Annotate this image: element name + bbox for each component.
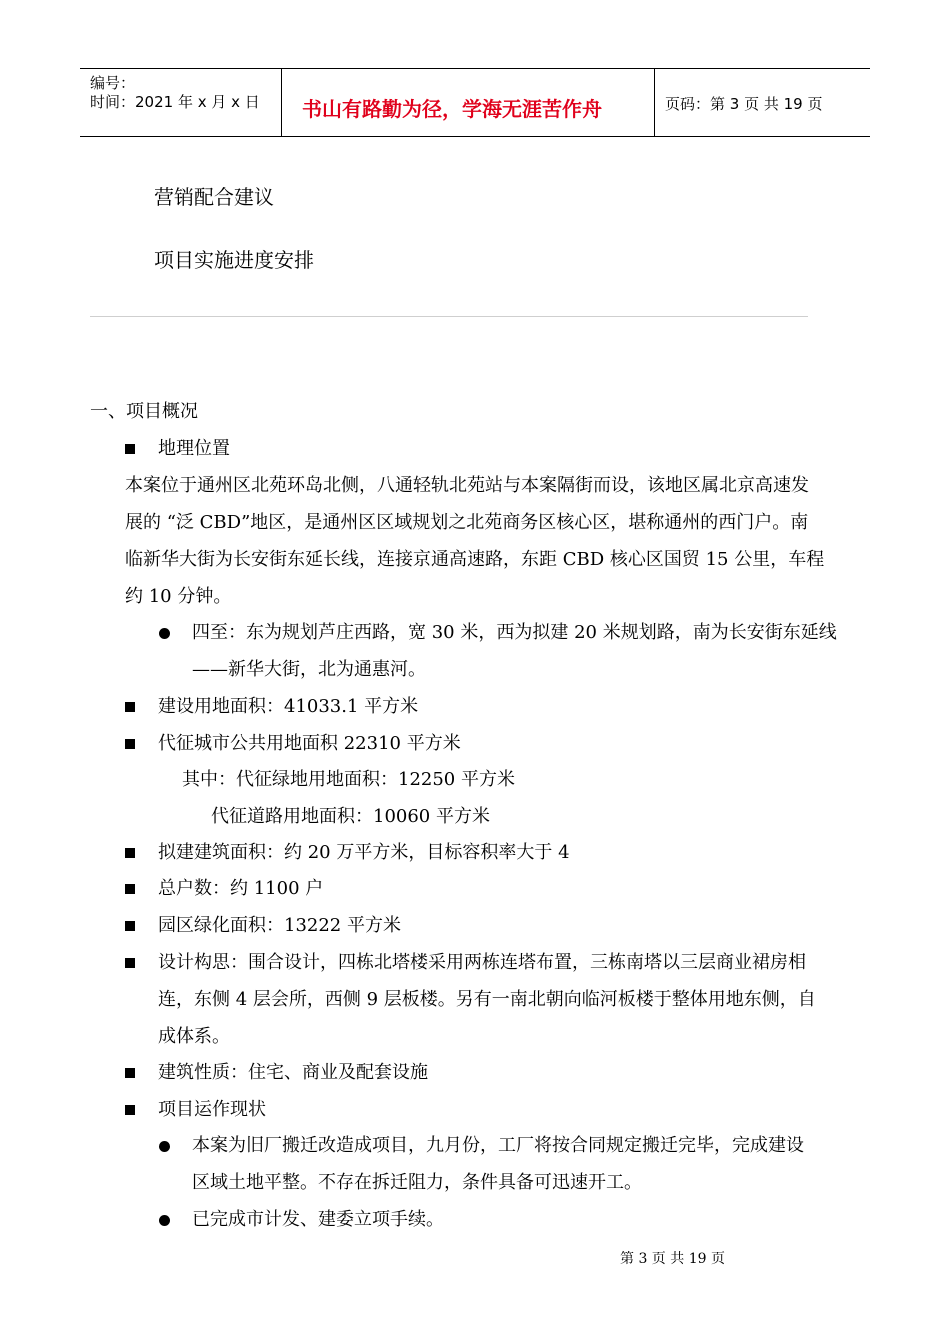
divider: [90, 316, 808, 317]
square-bullet-icon: [125, 884, 135, 894]
square-bullet-icon: [125, 1068, 135, 1078]
design-concept-line: 成体系。: [158, 1026, 230, 1047]
header-page-info: 页码：第 3 页 共 19 页: [665, 95, 823, 113]
land-area: 建设用地面积：41033.1 平方米: [158, 696, 419, 717]
square-bullet-icon: [125, 702, 135, 712]
location-paragraph-line: 约 10 分钟。: [125, 586, 232, 607]
status-line: 已完成市计发、建委立项手续。: [192, 1209, 444, 1230]
boundary-line: ——新华大街，北为通惠河。: [192, 659, 426, 680]
greening-area: 园区绿化面积：13222 平方米: [158, 915, 401, 936]
toc-item-schedule: 项目实施进度安排: [154, 248, 314, 272]
building-area: 拟建建筑面积：约 20 万平方米，目标容积率大于 4: [158, 842, 570, 863]
design-concept-line: 连，东侧 4 层会所，西侧 9 层板楼。另有一南北朝向临河板楼于整体用地东侧，自: [158, 989, 816, 1010]
round-bullet-icon: [159, 628, 170, 639]
document-number: 编号：: [90, 74, 136, 92]
location-paragraph-line: 展的 “泛 CBD”地区，是通州区区域规划之北苑商务区核心区，堪称通州的西门户。南: [125, 512, 809, 533]
status-heading: 项目运作现状: [158, 1099, 266, 1120]
square-bullet-icon: [125, 1105, 135, 1115]
location-heading: 地理位置: [158, 438, 230, 459]
square-bullet-icon: [125, 921, 135, 931]
toc-item-marketing: 营销配合建议: [154, 185, 274, 209]
document-date: 时间：2021 年 x 月 x 日: [90, 93, 260, 111]
public-land-area: 代征城市公共用地面积 22310 平方米: [158, 733, 461, 754]
square-bullet-icon: [125, 444, 135, 454]
square-bullet-icon: [125, 848, 135, 858]
design-concept-line: 设计构思：围合设计，四栋北塔楼采用两栋连塔布置，三栋南塔以三层商业裙房相: [158, 952, 806, 973]
boundary-line: 四至：东为规划芦庄西路，宽 30 米，西为拟建 20 米规划路，南为长安街东延线: [192, 622, 837, 643]
location-paragraph-line: 临新华大街为长安街东延长线，连接京通高速路，东距 CBD 核心区国贸 15 公里，车程: [125, 549, 825, 570]
green-land-area: 其中：代征绿地用地面积：12250 平方米: [182, 769, 515, 790]
page-header: [80, 68, 870, 137]
round-bullet-icon: [159, 1215, 170, 1226]
household-count: 总户数：约 1100 户: [158, 878, 324, 899]
page-footer: 第 3 页 共 19 页: [620, 1251, 725, 1267]
building-nature: 建筑性质：住宅、商业及配套设施: [158, 1062, 428, 1083]
square-bullet-icon: [125, 739, 135, 749]
round-bullet-icon: [159, 1141, 170, 1152]
section-title: 一、项目概况: [90, 401, 198, 422]
motto-text: 书山有路勤为径，学海无涯苦作舟: [302, 97, 602, 121]
status-line: 区域土地平整。不存在拆迁阻力，条件具备可迅速开工。: [192, 1172, 642, 1193]
header-motto-cell: [282, 69, 655, 136]
road-land-area: 代征道路用地面积：10060 平方米: [211, 806, 490, 827]
location-paragraph-line: 本案位于通州区北苑环岛北侧，八通轻轨北苑站与本案隔街而设，该地区属北京高速发: [125, 475, 809, 496]
status-line: 本案为旧厂搬迁改造成项目，九月份，工厂将按合同规定搬迁完毕，完成建设: [192, 1135, 804, 1156]
header-meta-cell: [80, 69, 282, 136]
square-bullet-icon: [125, 958, 135, 968]
